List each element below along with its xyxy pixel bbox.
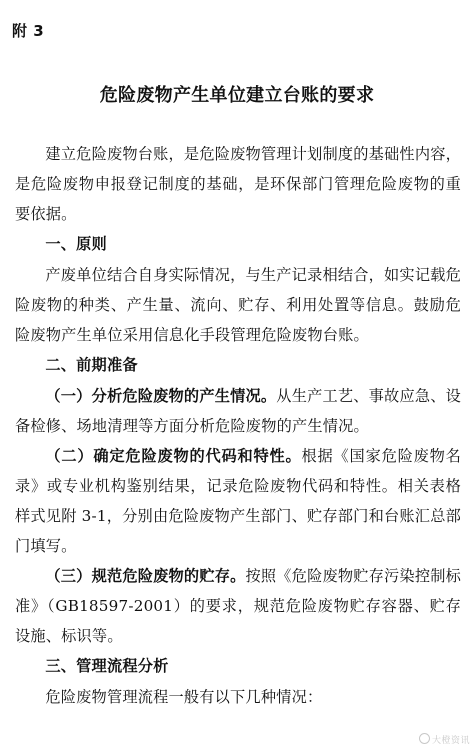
document-body [15,139,461,712]
process-paragraph: 危险废物管理流程一般有以下几种情况： [45,688,323,706]
intro-paragraph: 建立危险废物台账，是危险废物管理计划制度的基础性内容，是危险废物申报登记制度的基础，是环保部门管理危险废物的重要依据。 [15,145,461,223]
item-1-text: 从生产工艺、事故应急、设备检修、场地清理等方面分析危险废物的产生情况。 [15,387,462,435]
attachment-label: 附 3 [12,22,45,40]
watermark-logo-icon [419,733,430,744]
section-heading-principle: 一、原则 [45,235,107,253]
section-heading-preparation: 二、前期准备 [45,356,138,374]
document-title: 危险废物产生单位建立台账的要求 [99,85,375,106]
preparation-item-2 [15,441,461,561]
item-3-text: 按照《危险废物贮存污染控制标准》（GB18597-2001）的要求，规范危险废物贮存容器、贮存设施、标识等。 [15,567,461,645]
watermark-text: 大橙资讯 [431,736,470,746]
preparation-item-1 [15,381,461,441]
item-2-lead: （二）确定危险废物的代码和特性。 [45,447,302,465]
item-3-lead: （三）规范危险废物的贮存。 [45,567,246,585]
section-heading-process: 三、管理流程分析 [45,657,169,675]
preparation-item-3 [15,561,461,651]
item-2-text: 根据《国家危险废物名录》或专业机构鉴别结果，记录危险废物代码和特性。相关表格样式见附 3-1，分别由危险废物产生部门、贮存部门和台账汇总部门填写。 [15,447,461,555]
principle-paragraph: 产废单位结合自身实际情况，与生产记录相结合，如实记载危险废物的种类、产生量、流向、贮存、利用处置等信息。鼓励危险废物产生单位采用信息化手段管理危险废物台账。 [15,266,461,344]
watermark [419,733,470,746]
item-1-lead: （一）分析危险废物的产生情况。 [45,387,277,405]
